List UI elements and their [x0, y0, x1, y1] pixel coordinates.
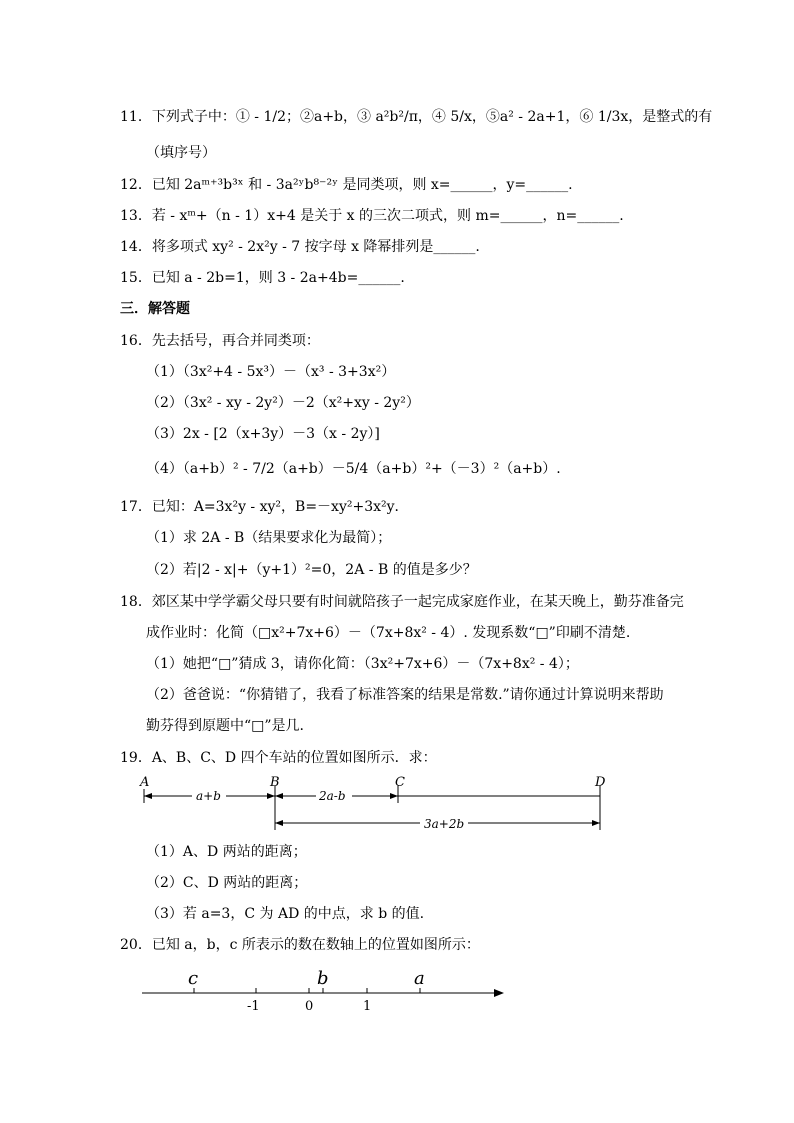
question-18-part2-line2: 勤芬得到原题中“□”是几. — [146, 718, 304, 734]
question-18-line1: 18．郊区某中学学霸父母只要有时间就陪孩子一起完成家庭作业，在某天晚上，勤芬准备完 — [120, 594, 684, 610]
question-15: 15．已知 a - 2b=1，则 3 - 2a+4b=______. — [120, 270, 405, 286]
tick-1-label: 1 — [363, 999, 372, 1014]
station-b-label: B — [270, 775, 280, 790]
question-19-part3: （3）若 a=3，C 为 AD 的中点，求 b 的值. — [146, 906, 425, 922]
number-line-diagram — [130, 960, 520, 1018]
question-14: 14．将多项式 xy² - 2x²y - 7 按字母 x 降幂排列是______. — [120, 239, 480, 255]
question-11-line2: （填序号） — [146, 145, 216, 161]
question-19-stem: 19．A、B、C、D 四个车站的位置如图所示．求： — [120, 750, 437, 766]
question-19-part2: （2）C、D 两站的距离； — [146, 875, 308, 891]
tick-neg1-label: -1 — [247, 999, 260, 1014]
question-17-part2: （2）若|2 - x|+（y+1）²=0，2A - B 的值是多少？ — [146, 562, 477, 578]
segment-bd-label: 3a+2b — [424, 817, 465, 831]
question-18-part1: （1）她把“□”猜成 3，请你化简：（3x²+7x+6）－（7x+8x² - 4）； — [146, 656, 579, 672]
point-a-label: a — [414, 968, 425, 989]
question-13: 13．若 - xᵐ+（n - 1）x+4 是关于 x 的三次二项式，则 m=______，n=______. — [120, 208, 624, 224]
question-16-part2: （2）（3x² - xy - 2y²）－2（x²+xy - 2y²） — [146, 395, 420, 411]
station-a-label: A — [140, 775, 150, 790]
station-c-label: C — [395, 775, 405, 790]
station-diagram — [130, 772, 620, 834]
tick-0-label: 0 — [305, 999, 314, 1014]
question-17-part1: （1）求 2A - B（结果要求化为最简）； — [146, 530, 392, 546]
point-b-label: b — [317, 968, 329, 989]
question-16-part3: （3）2x - [2（x+3y）－3（x - 2y）] — [146, 426, 380, 442]
section-heading-3: 三．解答题 — [120, 301, 190, 317]
question-11-line1: 11．下列式子中：① - 1/2；②a+b，③ a²b²/π，④ 5/x，⑤a² - 2a+1，⑥ 1/3x，是整式的有 — [120, 109, 713, 125]
question-20-stem: 20．已知 a，b，c 所表示的数在数轴上的位置如图所示： — [120, 937, 480, 953]
question-17-stem: 17．已知：A=3x²y - xy²，B=－xy²+3x²y． — [120, 499, 409, 515]
segment-ab-label: a+b — [196, 789, 221, 803]
question-19-part1: （1）A、D 两站的距离； — [146, 844, 307, 860]
question-16-stem: 16．先去括号，再合并同类项： — [120, 333, 320, 349]
station-d-label: D — [595, 775, 606, 790]
question-18-part2-line1: （2）爸爸说：“你猜错了，我看了标准答案的结果是常数.”请你通过计算说明来帮助 — [146, 687, 664, 703]
question-12: 12．已知 2aᵐ⁺³b³ˣ 和 - 3a²ʸb⁸⁻²ʸ 是同类项，则 x=______，y=______. — [120, 177, 573, 193]
point-c-label: c — [188, 968, 199, 989]
question-16-part1: （1）（3x²+4 - 5x³）－（x³ - 3+3x²） — [146, 364, 396, 380]
question-16-part4: （4）（a+b）² - 7/2（a+b）－5/4（a+b）²+（－3）²（a+b）. — [146, 461, 561, 477]
segment-bc-label: 2a-b — [319, 789, 346, 803]
question-18-line2: 成作业时：化简（□x²+7x+6）－（7x+8x² - 4）. 发现系数“□”印刷不清楚. — [146, 625, 631, 641]
